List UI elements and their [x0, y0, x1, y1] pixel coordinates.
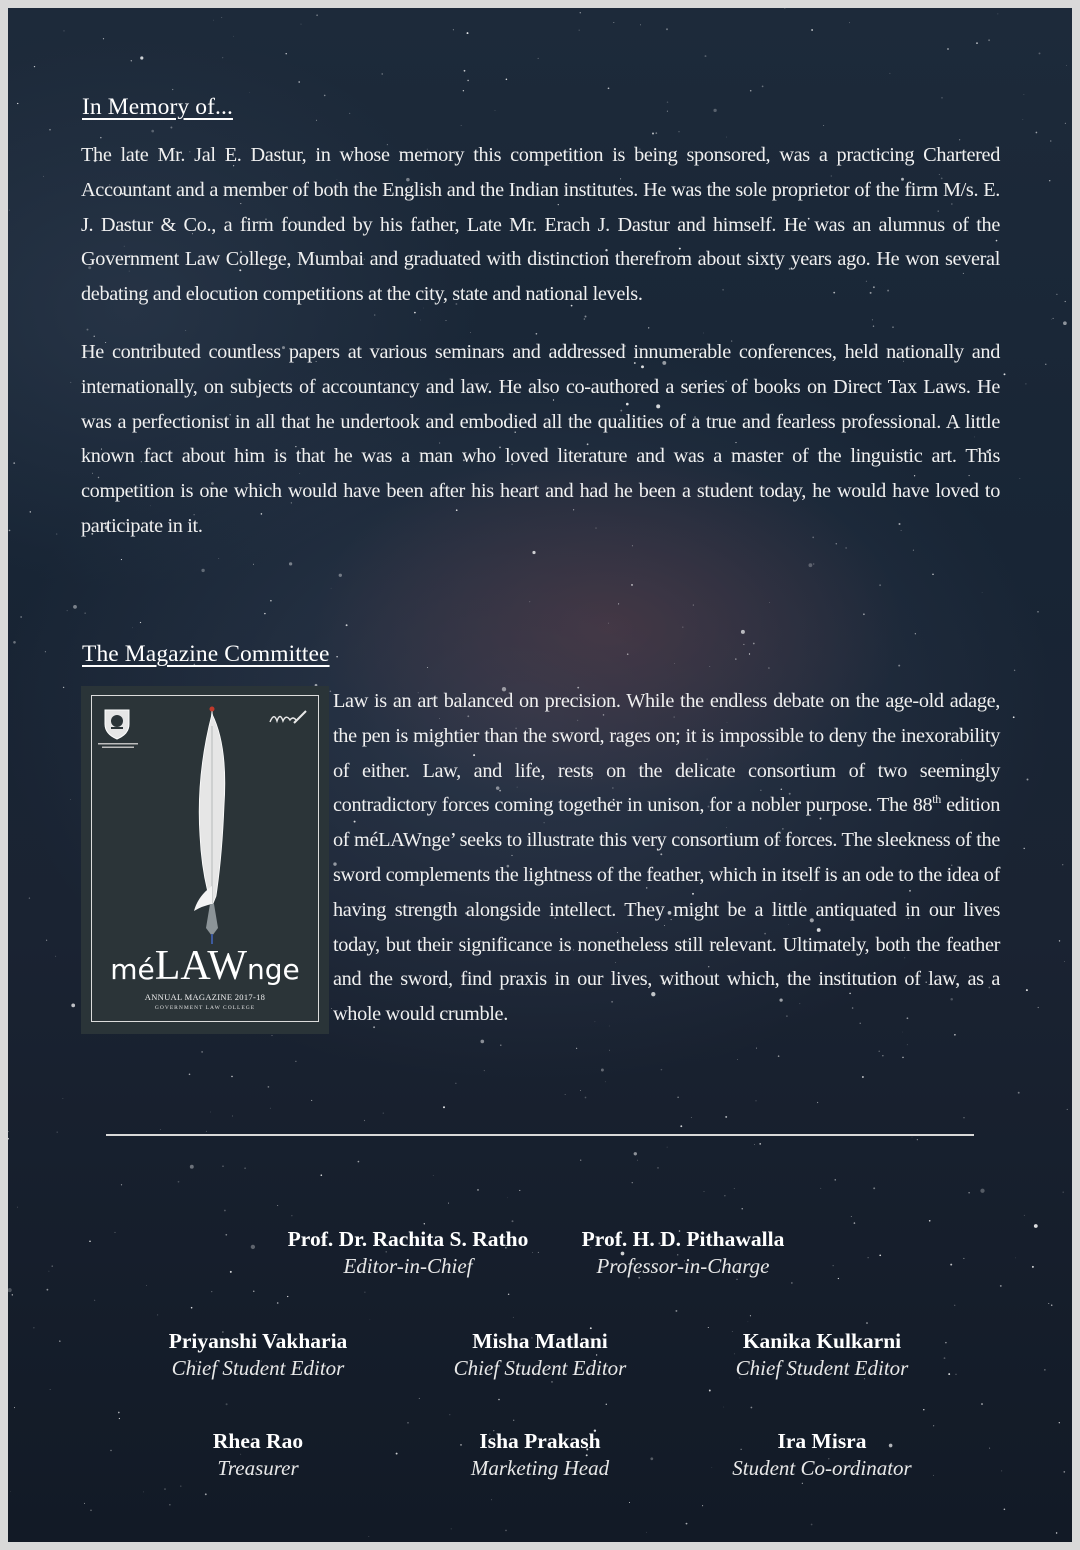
member-card [138, 1328, 378, 1382]
committee-heading: The Magazine Committee [82, 641, 330, 667]
crest-caption-icon [96, 742, 140, 750]
magazine-cover [91, 695, 319, 1022]
memory-paragraph-2: He contributed countless papers at various seminars and addressed innumerable conferences, held nationally and internationally, on subjects of accountancy and law. He also co-authored a series of books on Direct Tax Laws. He was a perfectionist in all that he undertook and embodied all the qualities of a true and fearless professional. A little known fact about him is that he was a man who loved literature and was a master of the linguistic art. This competition is one which would have been after his heart and had he been a student today, he would have loved to participate in it. [81, 341, 1000, 537]
memory-heading: In Memory of... [82, 94, 233, 120]
member-role: Chief Student Editor [453, 1356, 627, 1380]
committee-text-part2: edition of méLAWnge’ seeks to illustrate this very consortium of forces. The sleekness of the sword complements the lightness of the feather, which in itself is an ode to the idea of having strength alongside intellect. They might be a little antiquated in our lives today, but their significance is nonetheless still relevant. Ultimately, both the feather and the sword, find praxis in our lives, without which, the institution of law, as a whole would crumble. [333, 794, 1000, 1026]
member-card [420, 1428, 660, 1482]
signature-mark-icon [268, 708, 308, 726]
member-card [138, 1428, 378, 1482]
page-background [8, 8, 1072, 1542]
member-card [268, 1226, 548, 1280]
member-name: Ira Misra [777, 1429, 867, 1453]
member-role: Marketing Head [470, 1456, 610, 1480]
member-name: Priyanshi Vakharia [168, 1329, 348, 1353]
member-name: Misha Matlani [472, 1329, 608, 1353]
member-card [420, 1328, 660, 1382]
member-role: Chief Student Editor [171, 1356, 345, 1380]
member-role: Chief Student Editor [735, 1356, 909, 1380]
committee-text-part1: Law is an art balanced on precision. While the endless debate on the age-old adage, the pen is mightier than the sword, rages on; it is impossible to deny the inexorability of either. Law, and life, rests on the delicate consortium of two seemingly contradictory forces coming together in unison, for a nobler purpose. The 88 [333, 690, 1000, 817]
cover-title-law: LAW [154, 943, 248, 989]
member-name: Rhea Rao [212, 1429, 304, 1453]
member-card [558, 1226, 808, 1280]
member-name: Kanika Kulkarni [742, 1329, 902, 1353]
member-card [692, 1428, 952, 1482]
member-name: Isha Prakash [479, 1429, 601, 1453]
member-role: Professor-in-Charge [596, 1254, 770, 1278]
cover-title-nge: nge [247, 953, 300, 986]
committee-paragraph [333, 684, 1000, 1032]
section-divider [106, 1134, 974, 1136]
feather-sword-icon [172, 706, 252, 946]
cover-title [92, 942, 318, 990]
cover-college: GOVERNMENT LAW COLLEGE [154, 1005, 256, 1011]
college-crest-icon [102, 706, 132, 740]
member-role: Treasurer [217, 1456, 299, 1480]
committee-text-sup: th [932, 792, 941, 807]
cover-subtitle: ANNUAL MAGAZINE 2017-18 [144, 992, 266, 1002]
member-card [702, 1328, 942, 1382]
magazine-cover-image [81, 686, 329, 1034]
member-name: Prof. Dr. Rachita S. Ratho [287, 1227, 529, 1251]
member-role: Editor-in-Chief [343, 1254, 473, 1278]
member-name: Prof. H. D. Pithawalla [581, 1227, 785, 1251]
member-role: Student Co-ordinator [732, 1456, 912, 1480]
cover-title-me: mé [110, 953, 155, 986]
memory-paragraph-1: The late Mr. Jal E. Dastur, in whose memory this competition is being sponsored, was a practicing Chartered Accountant and a member of both the English and the Indian institutes. He was the sole proprietor of the firm M/s. E. J. Dastur & Co., a firm founded by his father, Late Mr. Erach J. Dastur and himself. He was an alumnus of the Government Law College, Mumbai and graduated with distinction therefrom about sixty years ago. He won several debating and elocution competitions at the city, state and national levels. [81, 144, 1000, 306]
